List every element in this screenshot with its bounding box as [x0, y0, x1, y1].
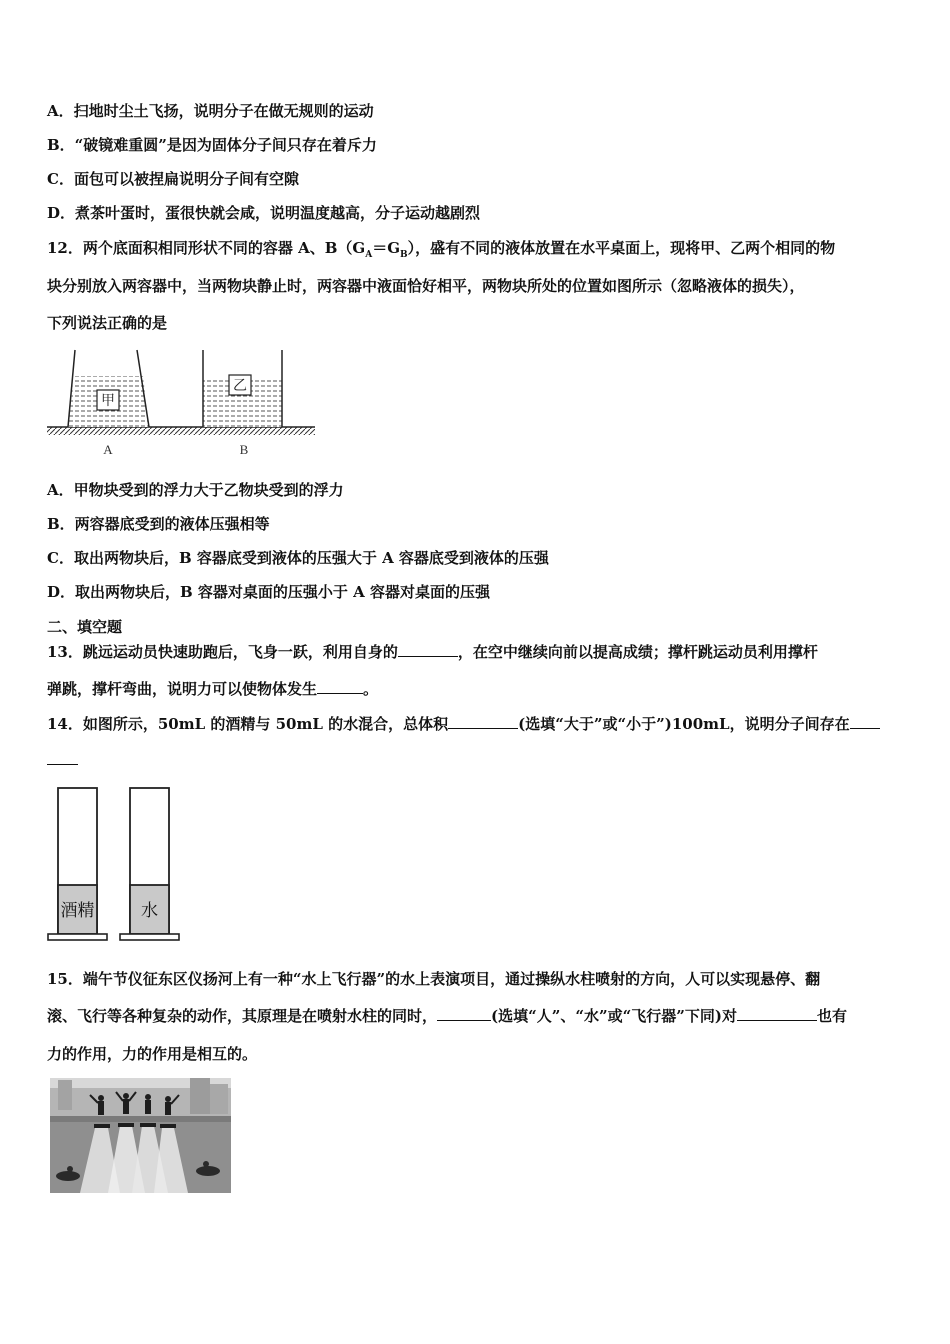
- q12-stem-line-2: 块分别放入两容器中，当两物块静止时，两容器中液面恰好相平，两物块所处的位置如图所示（忽略液体的损失），: [47, 277, 805, 295]
- water-flyer-photo: [50, 1078, 231, 1193]
- q15-blank-2[interactable]: [737, 1006, 817, 1021]
- q13-blank-2[interactable]: [317, 679, 363, 694]
- q12-option-b: B．两容器底受到的液体压强相等: [47, 515, 270, 533]
- alcohol-label: 酒精: [60, 901, 95, 921]
- q14-line-1: 14．如图所示，50mL 的酒精与 50mL 的水混合，总体积 (选填“大于”或“小于”)100mL，说明分子间存在: [47, 714, 880, 734]
- q12-containers-figure: [45, 344, 320, 460]
- q13-line-1: 13．跳远运动员快速助跑后，飞身一跃，利用自身的 ，在空中继续向前以提高成绩；撑杆跳运动员利用撑杆: [47, 643, 818, 661]
- q13-line-2: 弹跳，撑杆弯曲，说明力可以使物体发生 。: [47, 680, 379, 698]
- alcohol-cylinder-base: [48, 934, 107, 940]
- q15-line-1: 15．端午节仪征东区仪扬河上有一种“水上飞行器”的水上表演项目，通过操纵水柱喷射的方向，人可以实现悬停、翻: [47, 970, 821, 988]
- q14-blank-1[interactable]: [448, 714, 518, 729]
- q11-option-b: B．“破镜难重圆”是因为固体分子间只存在着斥力: [47, 136, 377, 154]
- water-label: 水: [141, 901, 158, 921]
- q11-option-a: A．扫地时尘土飞扬，说明分子在做无规则的运动: [47, 102, 374, 120]
- container-b-label: B: [239, 442, 249, 457]
- q14-line-2: [47, 750, 78, 770]
- block-jia-label: 甲: [101, 393, 115, 409]
- container-a-label: A: [103, 442, 113, 457]
- q15-line-2: 滚、飞行等各种复杂的动作，其原理是在喷射水柱的同时， (选填“人”、“水”或“飞行器”下同)对 也有: [47, 1007, 847, 1025]
- q14-blank-2[interactable]: [850, 714, 880, 729]
- q12-option-d: D．取出两物块后，B 容器对桌面的压强小于 A 容器对桌面的压强: [47, 583, 490, 601]
- q15-line-3: 力的作用，力的作用是相互的。: [47, 1045, 258, 1063]
- q12-option-a: A．甲物块受到的浮力大于乙物块受到的浮力: [47, 481, 344, 499]
- block-yi-label: 乙: [233, 378, 247, 394]
- q14-cylinders-figure: [45, 783, 185, 945]
- q11-option-c: C．面包可以被捏扁说明分子间有空隙: [47, 170, 299, 188]
- q15-blank-1[interactable]: [437, 1006, 491, 1021]
- table-surface: [47, 427, 315, 435]
- q12-stem-line-1: 12．两个底面积相同形状不同的容器 A、$B(G_A=G_B)$，盛有不同的液体放置在水平桌面上，现将甲、乙两个相同的物: [47, 239, 836, 260]
- q13-blank-1[interactable]: [398, 642, 458, 657]
- q11-option-d: D．煮茶叶蛋时，蛋很快就会咸，说明温度越高，分子运动越剧烈: [47, 204, 481, 222]
- section-title: 二、填空题: [47, 618, 123, 636]
- water-cylinder-base: [120, 934, 179, 940]
- q12-stem-line-3: 下列说法正确的是: [47, 314, 168, 332]
- q12-option-c: C．取出两物块后，B 容器底受到液体的压强大于 A 容器底受到液体的压强: [47, 549, 549, 567]
- q14-blank-2-continued[interactable]: [47, 750, 78, 765]
